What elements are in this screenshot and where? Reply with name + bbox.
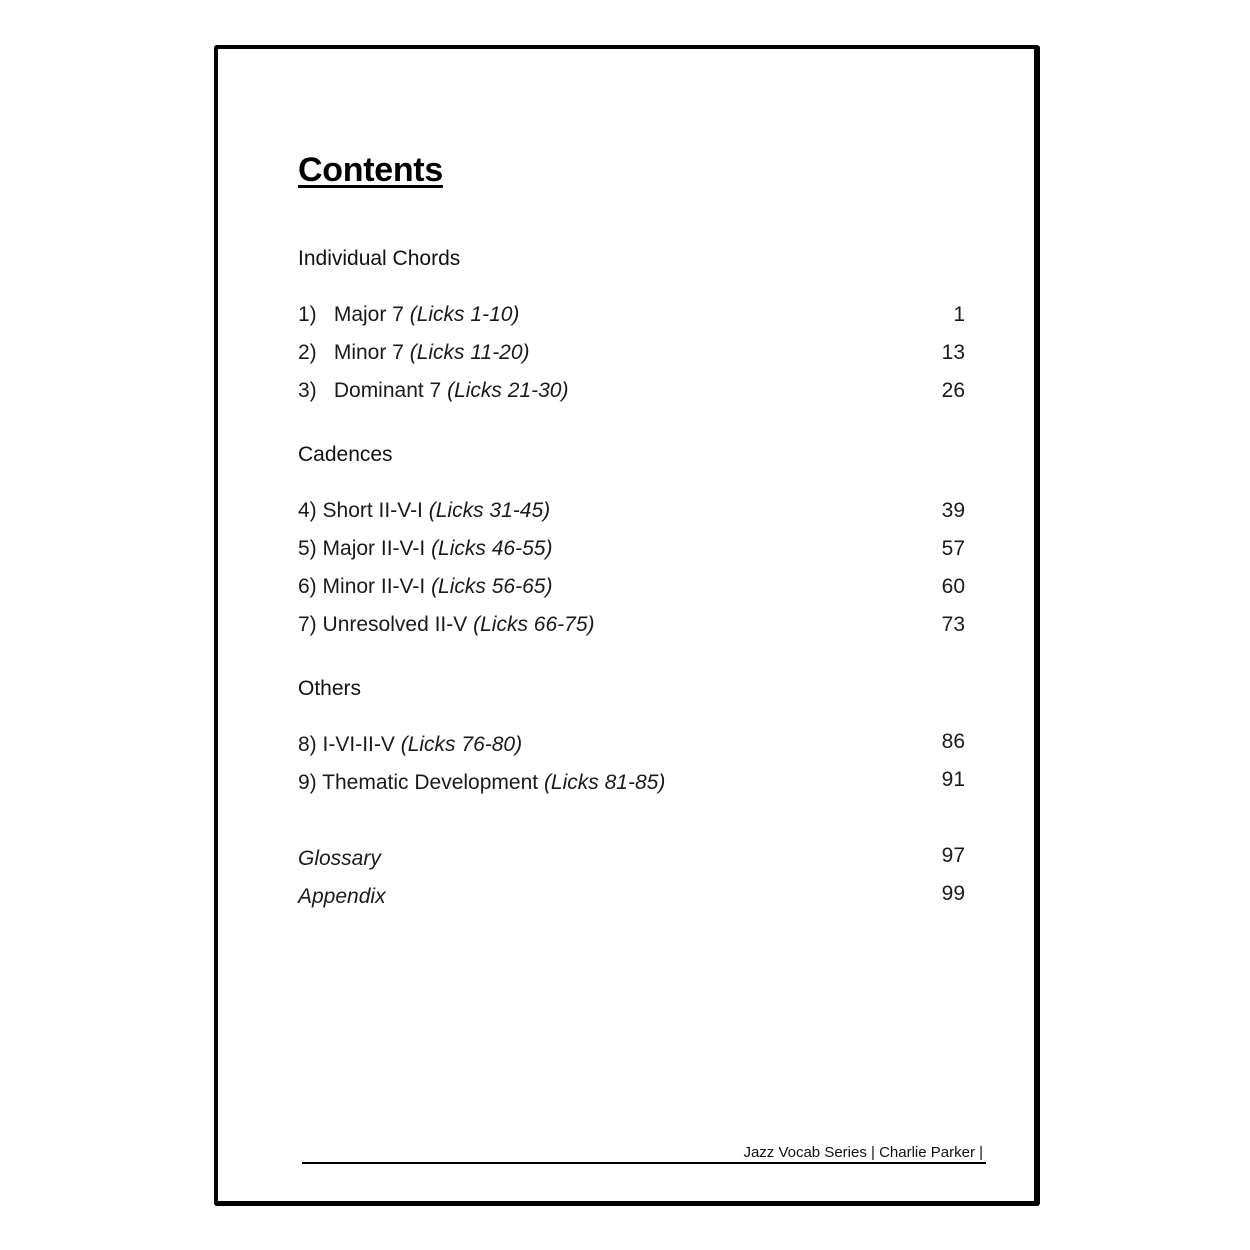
toc-entry-page: 97 (941, 844, 965, 867)
document-page (214, 45, 1040, 1206)
toc-entry-range: (Licks 1-10) (409, 303, 520, 326)
toc-entry-number: 1) (298, 303, 317, 326)
toc-entry-label: Major 7 (333, 303, 404, 326)
toc-entry[interactable] (298, 499, 965, 529)
toc-entry-page: 39 (941, 499, 965, 522)
toc-entry-label: Glossary (298, 847, 381, 870)
toc-entry-page: 73 (941, 613, 965, 636)
section-heading-cadences: Cadences (298, 443, 393, 466)
toc-entry[interactable] (298, 341, 965, 371)
footer-rule (302, 1162, 986, 1164)
toc-entry-range: (Licks 66-75) (473, 613, 595, 636)
toc-entry-number: 8) (298, 733, 317, 756)
section-heading-individual-chords: Individual Chords (298, 247, 461, 270)
toc-entry-label: I-VI-II-V (322, 733, 395, 756)
toc-entry-page: 26 (941, 379, 965, 402)
toc-entry-label: Appendix (298, 885, 386, 908)
toc-entry-number: 2) (298, 341, 317, 364)
page-title: Contents (298, 151, 443, 189)
toc-entry-range: (Licks 21-30) (447, 379, 569, 402)
toc-entry-number: 6) (298, 575, 317, 598)
toc-entry-range: (Licks 81-85) (543, 771, 666, 794)
toc-entry-label: Minor II-V-I (322, 575, 426, 598)
toc-entry-glossary[interactable] (298, 844, 965, 877)
toc-entry[interactable] (298, 575, 965, 605)
toc-entry-page: 60 (941, 575, 965, 598)
toc-entry-label: Major II-V-I (322, 537, 426, 560)
toc-entry-number: 9) (298, 771, 317, 794)
toc-entry-range: (Licks 56-65) (431, 575, 553, 598)
toc-entry-number: 5) (298, 537, 317, 560)
toc-entry[interactable] (298, 537, 965, 567)
toc-entry-number: 3) (298, 379, 317, 402)
toc-entry[interactable] (298, 768, 965, 801)
toc-entry-page: 86 (941, 730, 965, 753)
toc-entry[interactable] (298, 303, 965, 333)
toc-entry-appendix[interactable] (298, 882, 965, 915)
toc-entry-range: (Licks 31-45) (428, 499, 551, 522)
toc-entry-number: 4) (298, 499, 317, 522)
section-heading-others: Others (298, 677, 362, 700)
toc-entry[interactable] (298, 379, 965, 409)
toc-entry-page: 1 (953, 303, 965, 326)
toc-entry-label: Thematic Development (322, 771, 539, 794)
toc-entry-label: Dominant 7 (333, 379, 442, 402)
toc-entry-page: 99 (941, 882, 965, 905)
page-footer: Jazz Vocab Series | Charlie Parker | (743, 1144, 983, 1161)
toc-entry-range: (Licks 11-20) (409, 341, 530, 364)
toc-entry-page: 13 (941, 341, 965, 364)
toc-entry-label: Short II-V-I (322, 499, 423, 522)
toc-entry[interactable] (298, 613, 965, 643)
toc-entry[interactable] (298, 730, 965, 763)
toc-entry-number: 7) (298, 613, 317, 636)
toc-entry-page: 57 (941, 537, 965, 560)
toc-entry-range: (Licks 76-80) (400, 733, 523, 756)
toc-entry-page: 91 (941, 768, 965, 791)
toc-entry-label: Minor 7 (333, 341, 404, 364)
toc-entry-label: Unresolved II-V (322, 613, 468, 636)
toc-entry-range: (Licks 46-55) (431, 537, 553, 560)
